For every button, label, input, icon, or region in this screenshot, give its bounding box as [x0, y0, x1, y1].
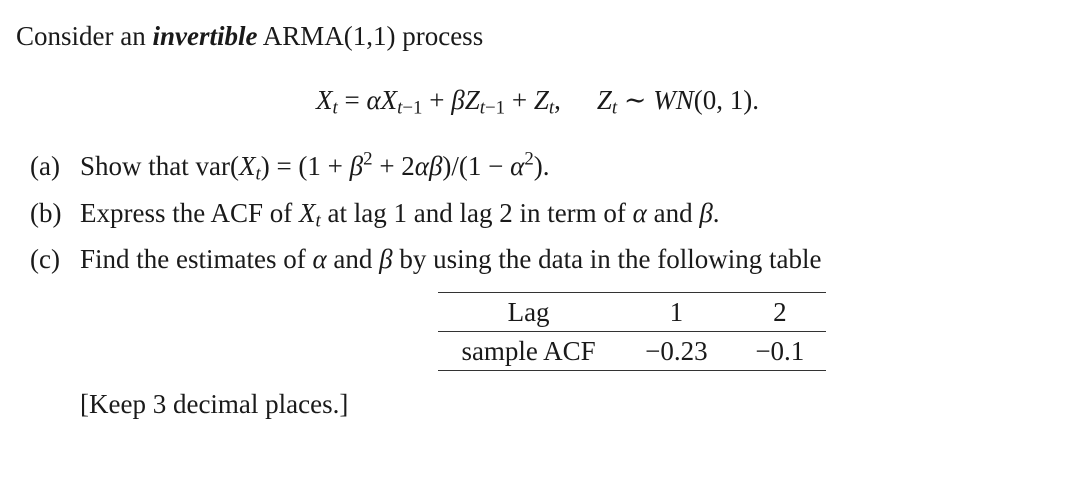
intro-sentence: [16, 20, 483, 52]
part-c-label: (c): [30, 244, 60, 274]
part-c-and: and: [326, 244, 380, 274]
acf-lag-1: −0.23: [645, 336, 708, 366]
part-c: (c) Find the estimates of α and β by using the data in the following table: [30, 244, 822, 274]
intro-suffix: ARMA(1,1) process: [257, 21, 484, 51]
table-row: [438, 332, 826, 371]
arma-equation: $X_t = \alpha X_{t-1} + \beta Z_{t-1} + Z_t$, $Z_t$ ∼ WN(0, 1).: [316, 85, 759, 119]
header-lag-1: 1: [669, 297, 684, 327]
acf-lag-2: −0.1: [755, 336, 805, 366]
acf-table: [438, 292, 826, 371]
header-lag: Lag: [507, 297, 550, 327]
part-b-label: (b): [30, 198, 62, 228]
part-b-text-middle: at lag 1 and lag 2 in term of: [320, 198, 633, 228]
header-lag-2: 2: [773, 297, 787, 327]
intro-prefix: Consider an: [16, 21, 153, 51]
table-header-row: [438, 293, 826, 332]
part-b: (b) Express the ACF of $X_t$ at lag 1 and lag 2 in term of α and β.: [30, 198, 720, 232]
decimal-note: [Keep 3 decimal places.]: [80, 389, 349, 419]
part-b-and: and: [646, 198, 700, 228]
part-a: (a) Show that $var(X_t) = (1 + \beta^2 + 2\alpha\beta)/(1 - \alpha^2)$.: [30, 148, 550, 185]
part-c-text-suffix: by using the data in the following table: [392, 244, 822, 274]
row-label: sample ACF: [461, 336, 596, 366]
part-a-text: Show that var(: [80, 151, 239, 181]
part-a-label: (a): [30, 151, 60, 181]
part-c-text-prefix: Find the estimates of: [80, 244, 313, 274]
part-b-text-prefix: Express the ACF of: [80, 198, 299, 228]
intro-emphasis: invertible: [152, 21, 258, 51]
